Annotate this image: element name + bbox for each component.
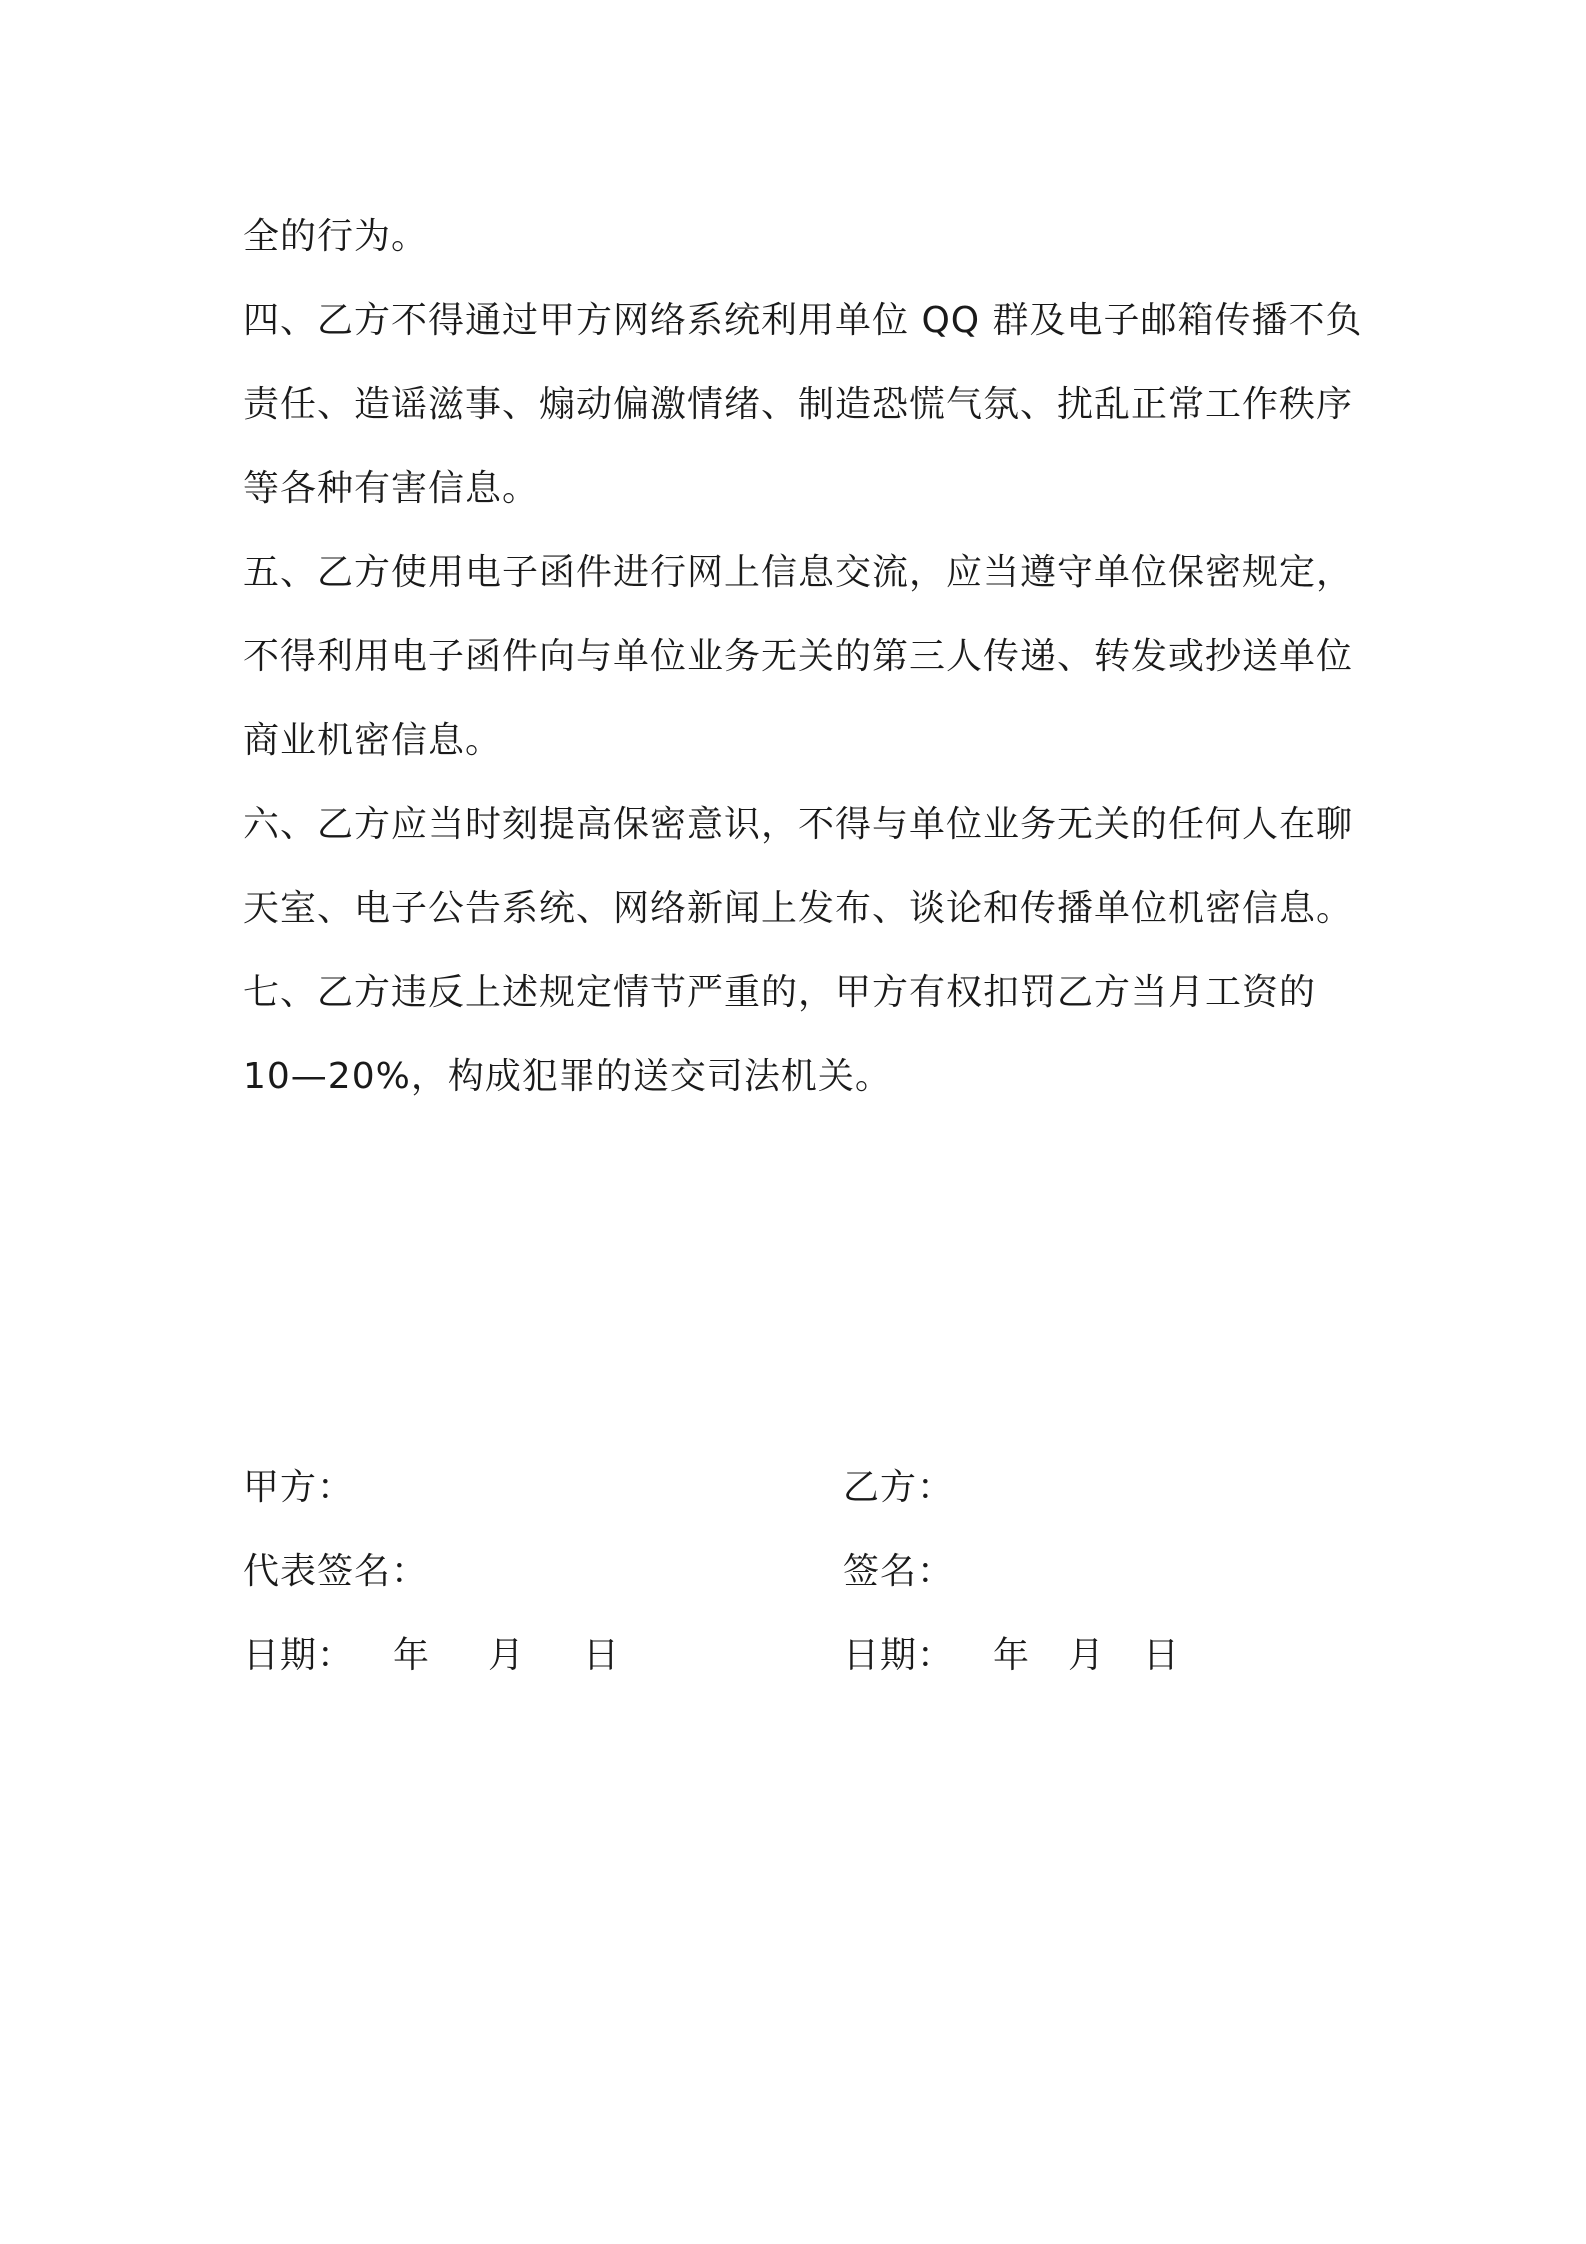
party-a-date-year: 年 [393,1635,431,1676]
clause-5-line-3: 商业机密信息。 [243,720,503,761]
clauses-text [243,195,1363,1119]
party-b-date-day: 日 [1143,1635,1181,1676]
party-b-label: 乙方： [843,1467,955,1508]
party-b-date-year: 年 [993,1635,1031,1676]
clause-5-line-1: 五、乙方使用电子函件进行网上信息交流，应当遵守单位保密规定， [243,552,1354,593]
text-line: 全的行为。 [243,216,429,257]
clause-6-line-1: 六、乙方应当时刻提高保密意识，不得与单位业务无关的任何人在聊 [243,804,1354,845]
clause-7-line-1: 七、乙方违反上述规定情节严重的，甲方有权扣罚乙方当月工资的 [243,972,1317,1013]
party-a-representative-label: 代表签名： [243,1551,429,1592]
party-a-date-row [243,1614,803,1698]
clause-4-line-2: 责任、造谣滋事、煽动偏激情绪、制造恐慌气氛、扰乱正常工作秩序 [243,384,1354,425]
party-b-signature-label: 签名： [843,1551,955,1592]
party-b-date-row [843,1614,1403,1698]
clause-6-line-2: 天室、电子公告系统、网络新闻上发布、谈论和传播单位机密信息。 [243,888,1354,929]
party-b-date-label: 日期： [843,1635,955,1676]
party-a-label: 甲方： [243,1467,355,1508]
party-a-date-day: 日 [583,1635,621,1676]
clause-4-line-3: 等各种有害信息。 [243,468,540,509]
clause-7-line-2: 10—20%，构成犯罪的送交司法机关。 [243,1056,892,1097]
party-a-date-month: 月 [488,1635,526,1676]
clause-5-line-2: 不得利用电子函件向与单位业务无关的第三人传递、转发或抄送单位 [243,636,1354,677]
party-a-signature-block [243,1446,803,1698]
clause-4-line-1: 四、乙方不得通过甲方网络系统利用单位 QQ 群及电子邮箱传播不负 [243,300,1363,341]
party-b-signature-block [843,1446,1403,1698]
party-b-date-month: 月 [1068,1635,1106,1676]
party-a-date-label: 日期： [243,1635,355,1676]
